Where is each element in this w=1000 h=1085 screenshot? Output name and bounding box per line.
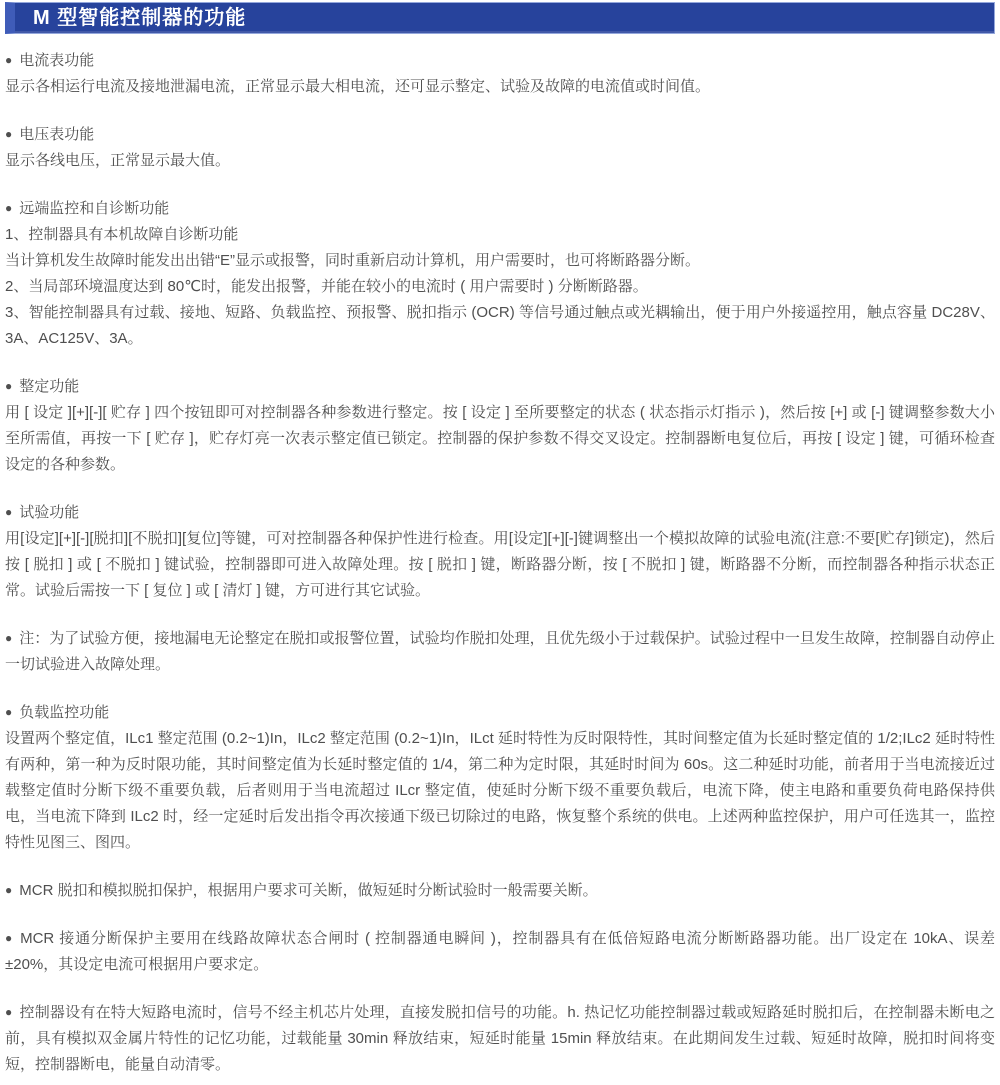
bullet-icon: ●	[5, 201, 13, 215]
section-9	[5, 1000, 995, 1078]
paragraph: 显示各相运行电流及接地泄漏电流，正常显示最大相电流，还可显示整定、试验及故障的电流值或时间值。	[5, 78, 711, 95]
section-heading-text: 电压表功能	[19, 126, 95, 143]
paragraph: 用 [ 设定 ][+][-][ 贮存 ] 四个按钮即可对控制器各种参数进行整定。按 [ 设定 ] 至所要整定的状态 ( 状态指示灯指示 )，然后按 [+] 或 [-] 键调整参数大小至所需值，再按一下 [ 贮存 ]，贮存灯亮一次表示整定值已锁定。控制器的保护参数不得交叉设定。控制器断电复位后，再按 [ 设定 ] 键，可循环检查设定的各种参数。	[5, 404, 995, 473]
paragraph: 用[设定][+][-][脱扣][不脱扣][复位]等键，可对控制器各种保护性进行检查。用[设定][+][-]键调整出一个模拟故障的试验电流(注意:不要[贮存]锁定)，然后按 [ 脱扣 ] 或 [ 不脱扣 ] 键试验，控制器即可进入故障处理。按 [ 脱扣 ] 键，断路器分断，按 [ 不脱扣 ] 键，断路器不分断，而控制器各种指示状态正常。试验后需按一下 [ 复位 ] 或 [ 清灯 ] 键，方可进行其它试验。	[5, 530, 995, 599]
bullet-icon: ●	[5, 883, 13, 897]
paragraph: 当计算机发生故障时能发出出错“E”显示或报警，同时重新启动计算机，用户需要时，也可将断路器分断。	[5, 252, 700, 269]
bullet-paragraph-text: MCR 脱扣和模拟脱扣保护，根据用户要求可关断，做短延时分断试验时一般需要关断。	[19, 882, 598, 899]
paragraph: 设置两个整定值，ILc1 整定范围 (0.2~1)In，ILc2 整定范围 (0.2~1)In，ILct 延时特性为反时限特性，其时间整定值为长延时整定值的 1/2;ILc2 延时特性有两种，第一种为反时限功能，其时间整定值为长延时整定值的 1/4，第二种为定时限，其延时时间为 60s。这二种延时功能，前者用于当电流接近过载整定值时分断下级不重要负载，后者则用于当电流超过 ILcr 整定值，使延时分断下级不重要负载后，电流下降，使主电路和重要负荷电路保持供电，当电流下降到 ILc2 时，经一定延时后发出指令再次接通下级已切除过的电路，恢复整个系统的供电。上述两种监控保护，用户可任选其一，监控特性见图三、图四。	[5, 730, 995, 851]
section-0	[5, 48, 995, 100]
bullet-paragraph-text: MCR 接通分断保护主要用在线路故障状态合闸时 ( 控制器通电瞬间 )，控制器具有在低倍短路电流分断断路器功能。出厂设定在 10kA、误差 ±20%，其设定电流可根据用户要求定。	[5, 930, 996, 973]
section-heading	[5, 374, 995, 400]
bullet-paragraph	[5, 926, 995, 978]
section-heading	[5, 700, 995, 726]
bullet-paragraph	[5, 1000, 995, 1078]
bullet-icon: ●	[5, 631, 13, 645]
section-4	[5, 500, 995, 604]
bullet-paragraph	[5, 626, 995, 678]
page-title-bar	[5, 2, 995, 34]
page-title: M 型智能控制器的功能	[33, 7, 247, 29]
paragraph: 2、当局部环境温度达到 80℃时，能发出报警，并能在较小的电流时 ( 用户需要时 ) 分断断路器。	[5, 278, 648, 295]
section-heading-text: 负载监控功能	[19, 704, 110, 721]
bullet-icon: ●	[5, 705, 13, 719]
section-heading-text: 整定功能	[19, 378, 80, 395]
bullet-paragraph-text: 控制器设有在特大短路电流时，信号不经主机芯片处理，直接发脱扣信号的功能。h. 热记忆功能控制器过载或短路延时脱扣后，在控制器未断电之前，具有模拟双金属片特性的记忆功能，过载能量 30min 释放结束，短延时能量 15min 释放结束。在此期间发生过载、短延时故障，脱扣时间将变短，控制器断电，能量自动清零。	[5, 1004, 995, 1073]
bullet-icon: ●	[5, 505, 13, 519]
section-heading	[5, 500, 995, 526]
paragraph: 显示各线电压，正常显示最大值。	[5, 152, 231, 169]
section-heading	[5, 196, 995, 222]
section-1	[5, 122, 995, 174]
section-7	[5, 878, 995, 904]
content	[5, 48, 995, 1078]
section-3	[5, 374, 995, 478]
section-2	[5, 196, 995, 352]
bullet-icon: ●	[5, 1005, 13, 1019]
section-5	[5, 626, 995, 678]
section-heading-text: 电流表功能	[19, 52, 95, 69]
section-8	[5, 926, 995, 978]
section-heading-text: 试验功能	[19, 504, 80, 521]
section-heading-text: 远端监控和自诊断功能	[19, 200, 170, 217]
section-heading	[5, 122, 995, 148]
bullet-icon: ●	[5, 931, 14, 945]
paragraph: 3、智能控制器具有过载、接地、短路、负载监控、预报警、脱扣指示 (OCR) 等信号通过触点或光耦输出，便于用户外接遥控用，触点容量 DC28V、3A、AC125V、3A。	[5, 304, 995, 347]
bullet-paragraph-text: 注：为了试验方便，接地漏电无论整定在脱扣或报警位置，试验均作脱扣处理，且优先级小于过载保护。试验过程中一旦发生故障，控制器自动停止一切试验进入故障处理。	[5, 630, 995, 673]
bullet-icon: ●	[5, 127, 13, 141]
bullet-icon: ●	[5, 379, 13, 393]
section-6	[5, 700, 995, 856]
paragraph: 1、控制器具有本机故障自诊断功能	[5, 226, 239, 243]
section-heading	[5, 48, 995, 74]
bullet-paragraph	[5, 878, 995, 904]
bullet-icon: ●	[5, 53, 13, 67]
